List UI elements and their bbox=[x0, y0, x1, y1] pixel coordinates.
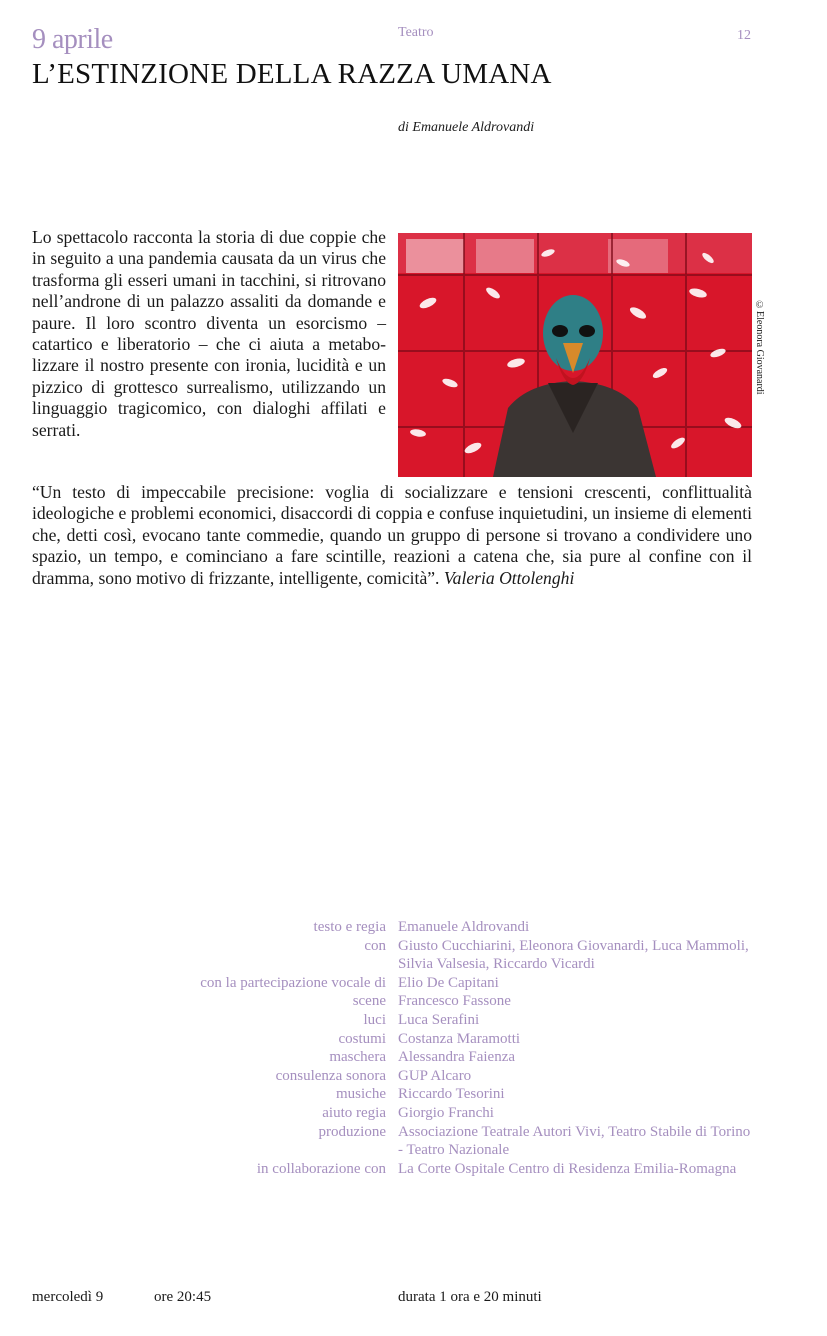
credit-value: Emanuele Aldrovandi bbox=[398, 919, 530, 935]
credit-row bbox=[32, 1011, 752, 1030]
credits-list bbox=[32, 918, 752, 1178]
credit-role: maschera bbox=[329, 1049, 386, 1066]
credit-value: GUP Alcaro bbox=[398, 1067, 472, 1084]
credit-role: produzione bbox=[318, 1123, 386, 1140]
credit-row bbox=[32, 1123, 752, 1160]
photo-credit: ©Eleonora Giovanardi bbox=[754, 300, 765, 395]
credit-role: costumi bbox=[338, 1030, 386, 1047]
show-title: L’ESTINZIONE DELLA RAZZA UMANA bbox=[32, 58, 552, 90]
credit-row bbox=[32, 1030, 752, 1049]
review-quote bbox=[32, 482, 752, 589]
credit-value: Alessandra Faienza bbox=[398, 1049, 516, 1066]
credit-role: luci bbox=[363, 1011, 386, 1028]
credit-row bbox=[32, 1048, 752, 1067]
credit-row bbox=[32, 992, 752, 1011]
quote-author: Valeria Ottolenghi bbox=[443, 567, 575, 588]
footer-day: mercoledì 9 bbox=[32, 1289, 104, 1305]
credit-value: Luca Serafini bbox=[398, 1011, 480, 1028]
credit-role: in collaborazione con bbox=[256, 1160, 386, 1177]
show-author: di Emanuele Aldrovandi bbox=[398, 120, 535, 135]
credit-row bbox=[32, 1085, 752, 1104]
credit-role: testo e regia bbox=[313, 919, 386, 935]
stage-photo bbox=[398, 233, 752, 477]
credit-row bbox=[32, 1067, 752, 1086]
event-date: 9 aprile bbox=[32, 24, 113, 55]
credit-role: con la partecipazione vocale di bbox=[200, 974, 386, 991]
credit-row bbox=[32, 918, 752, 937]
credit-row bbox=[32, 1160, 752, 1179]
credit-row bbox=[32, 974, 752, 993]
show-description: Lo spettacolo racconta la storia di due coppie che in seguito a una pandemia causata da un virus che trasforma gli esseri umani in tacchini, si ritrovano nell’androne di un palazzo assaliti da domande e paure. Il loro scontro diventa un esorcismo – catartico e liberatorio – che ci aiuta a metabolizzare il nostro presente con ironia, lucidità e un pizzico di grottesco surrealismo, utilizzando un linguaggio tragicomico, con dialoghi affilati e serrati. bbox=[32, 227, 386, 440]
credit-value: Elio De Capitani bbox=[398, 974, 499, 991]
page-number: 12 bbox=[737, 28, 751, 43]
credit-role: scene bbox=[352, 993, 386, 1010]
stage-photo-illustration bbox=[398, 233, 752, 477]
credit-role: consulenza sonora bbox=[275, 1067, 386, 1084]
credit-row bbox=[32, 1104, 752, 1123]
credit-value: La Corte Ospitale Centro di Residenza Emilia-Romagna bbox=[398, 1160, 737, 1177]
credit-value: Francesco Fassone bbox=[398, 993, 511, 1010]
credit-value: Giorgio Franchi bbox=[398, 1104, 494, 1121]
credit-row bbox=[32, 937, 752, 974]
credit-role: con bbox=[364, 937, 386, 954]
section-label: Teatro bbox=[398, 25, 434, 40]
credit-role: aiuto regia bbox=[322, 1104, 386, 1121]
credit-role: musiche bbox=[336, 1086, 386, 1103]
credit-value: Giusto Cucchiarini, Eleonora Giovanardi, Luca Mammoli, Silvia Valsesia, Riccardo Vicardi bbox=[398, 937, 749, 973]
credit-value: Associazione Teatrale Autori Vivi, Teatro Stabile di Torino - Teatro Nazionale bbox=[398, 1123, 751, 1159]
footer-duration: durata 1 ora e 20 minuti bbox=[398, 1289, 542, 1305]
credit-value: Costanza Maramotti bbox=[398, 1030, 521, 1047]
credit-value: Riccardo Tesorini bbox=[398, 1086, 505, 1103]
footer-time: ore 20:45 bbox=[154, 1289, 212, 1305]
quote-text: “Un testo di impeccabile precisione: voglia di socializzare e tensioni crescenti, conflittualità ideologiche e problemi economici, disaccordi di coppia e confuse inquietudini, un insieme di elementi che, detti così, evocano tante commedie, quando un gruppo di persone si trovano a condividere uno spazio, un tempo, e cominciano a fare scintille, reazioni a catena che, sia pure al confine con il dramma, sono motivo di frizzante, intelligente, comicità”. bbox=[32, 482, 752, 588]
